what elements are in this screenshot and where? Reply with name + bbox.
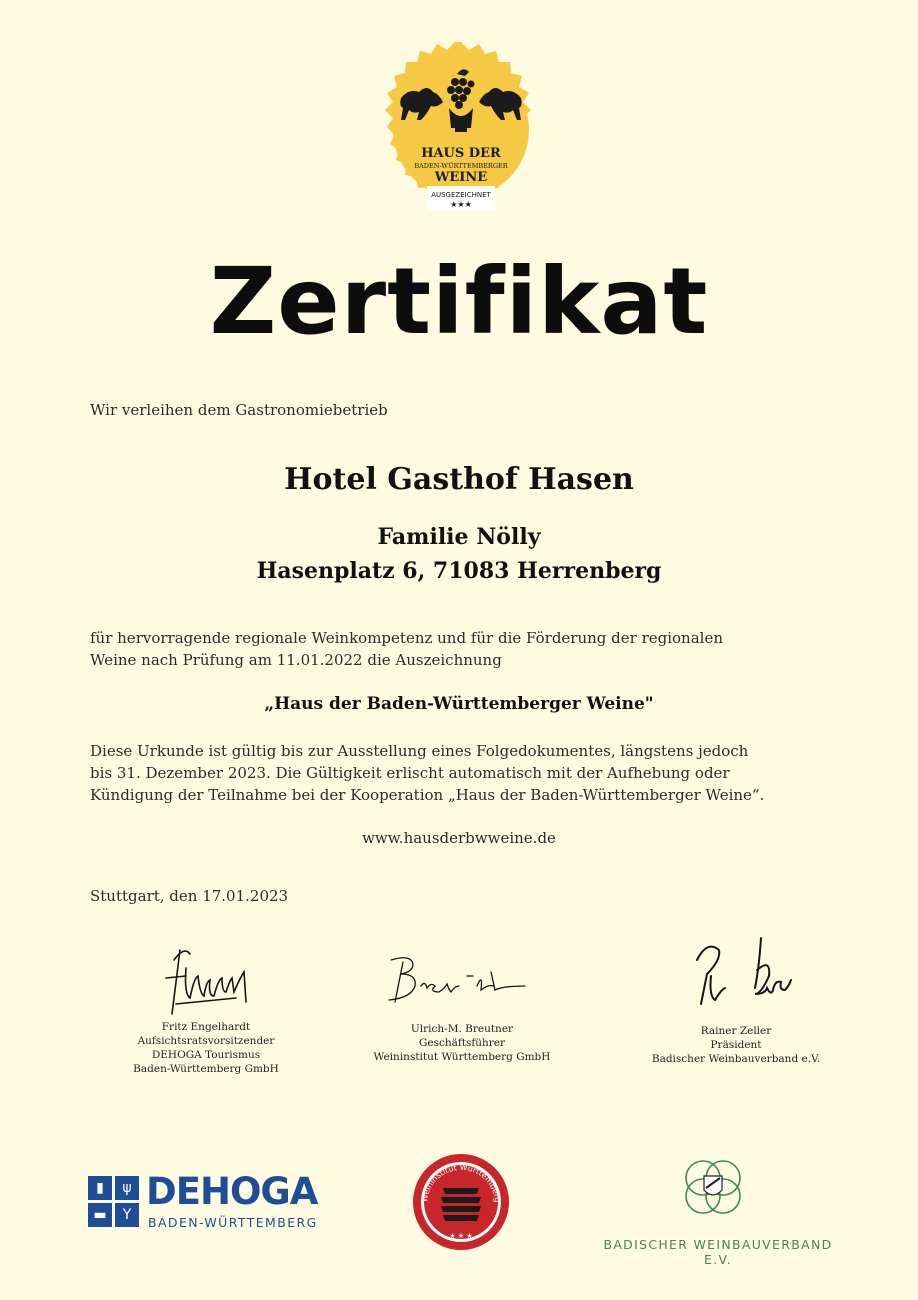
place-date: Stuttgart, den 17.01.2023 — [90, 887, 289, 905]
reason-line: für hervorragende regionale Weinkompetenz und für die Förderung der regionalen — [90, 629, 723, 647]
seal-line-1: HAUS DER — [421, 146, 501, 161]
signatory-breutner — [362, 946, 562, 1064]
signatory-name: Rainer Zeller — [700, 1025, 772, 1037]
seal-line-2: BADEN-WÜRTTEMBERGER — [414, 162, 508, 170]
signatory-name: Ulrich-M. Breutner — [410, 1023, 514, 1035]
seal-line-3: WEINE — [434, 170, 488, 185]
signature-engelhardt-icon — [146, 938, 266, 1018]
signature-zeller-icon — [661, 930, 811, 1022]
weininstitut-text: Weininstitut Württemberg — [419, 1162, 503, 1203]
dehoga-symbol-icon: ▮ ψ ▬ Y — [88, 1176, 140, 1228]
website-link[interactable]: www.hausderbwweine.de — [362, 829, 556, 847]
reason-paragraph — [90, 627, 830, 671]
validity-paragraph — [90, 740, 830, 806]
dehoga-subtitle: BADEN-WÜRTTEMBERG — [148, 1215, 318, 1230]
haus-der-weine-seal — [371, 40, 551, 220]
certificate-title: Zertifikat — [209, 248, 709, 355]
reason-line: Weine nach Prüfung am 11.01.2022 die Auszeichnung — [90, 651, 502, 669]
family-name: Familie Nölly — [377, 524, 541, 550]
seal-stars: ★★★ — [450, 200, 472, 209]
weininstitut-logo — [411, 1152, 511, 1252]
bwv-name: BADISCHER WEINBAUVERBAND E.V. — [603, 1237, 833, 1267]
signatory-name: Fritz Engelhardt — [161, 1021, 251, 1033]
validity-line: bis 31. Dezember 2023. Die Gültigkeit erlischt automatisch mit der Aufhebung oder — [90, 764, 730, 782]
signatory-zeller — [636, 930, 836, 1066]
hotel-address: Hasenplatz 6, 71083 Herrenberg — [256, 558, 662, 584]
signatory-org: DEHOGA Tourismus — [151, 1049, 261, 1061]
signatory-engelhardt — [106, 938, 306, 1076]
badischer-weinbauverband-logo — [588, 1154, 848, 1267]
svg-text:★ ★ ★: ★ ★ ★ — [449, 1232, 473, 1240]
signatory-org: Baden-Württemberg GmbH — [133, 1063, 279, 1075]
weininstitut-seal-icon — [411, 1152, 511, 1252]
seal-line-4: AUSGEZEICHNET — [431, 191, 491, 199]
signatory-role: Aufsichtsratsvorsitzender — [137, 1035, 275, 1047]
signatory-role: Geschäftsführer — [418, 1037, 506, 1049]
signature-breutner-icon — [377, 946, 547, 1020]
intro-text: Wir verleihen dem Gastronomiebetrieb — [90, 401, 388, 419]
validity-line: Diese Urkunde ist gültig bis zur Ausstellung eines Folgedokumentes, längstens jedoch — [90, 742, 749, 760]
signatory-org: Weininstitut Württemberg GmbH — [373, 1051, 551, 1063]
bwv-rings-crest-icon — [678, 1154, 748, 1224]
award-name: „Haus der Baden-Württemberger Weine" — [264, 694, 654, 714]
dehoga-logo — [88, 1170, 333, 1236]
hotel-name: Hotel Gasthof Hasen — [284, 462, 634, 497]
signatory-org: Badischer Weinbauverband e.V. — [651, 1053, 821, 1065]
validity-line: Kündigung der Teilnahme bei der Kooperation „Haus der Baden-Württemberger Weine“. — [90, 786, 765, 804]
seal-badge-icon — [371, 40, 551, 220]
dehoga-name: DEHOGA — [146, 1170, 318, 1213]
signatory-role: Präsident — [710, 1039, 762, 1051]
